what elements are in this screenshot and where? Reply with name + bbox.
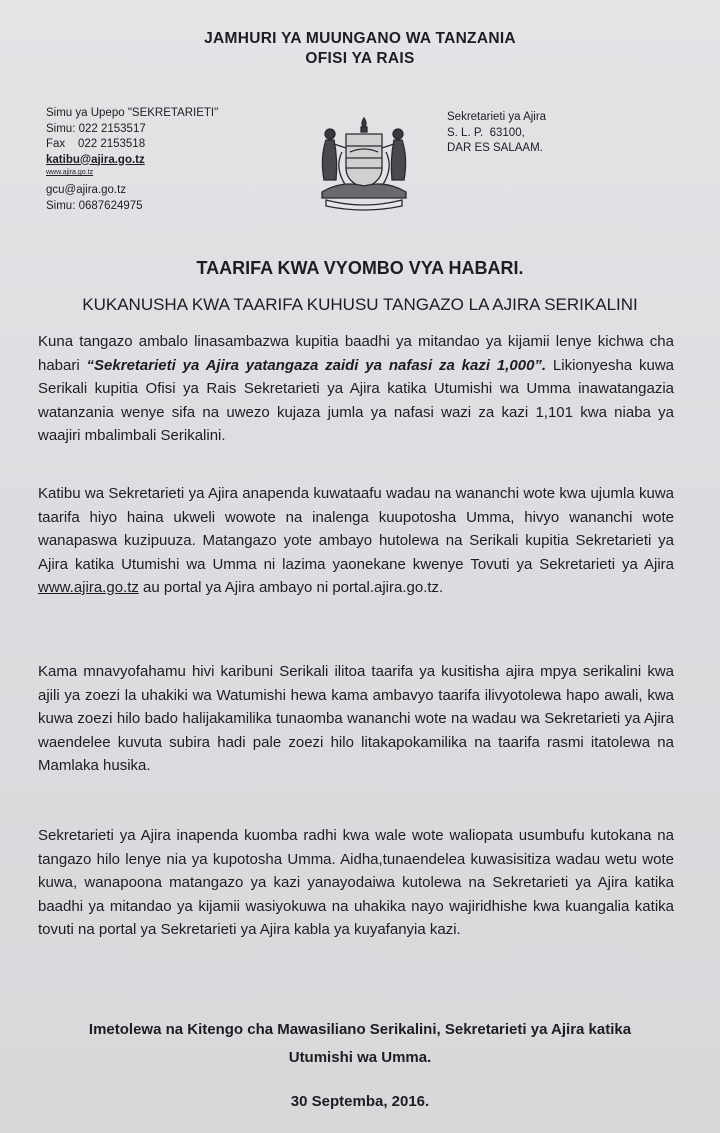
ajira-website-link[interactable]: www.ajira.go.tz [38,579,139,596]
quoted-headline: “Sekretarieti ya Ajira yatangaza zaidi ya nafasi za kazi 1,000”. [86,356,547,374]
header-office: OFISI YA RAIS [305,50,415,67]
website-link[interactable]: www.ajira.go.tz [46,169,94,176]
paragraph-2-rest: au portal ya Ajira ambayo ni portal.ajira.go.tz. [138,579,444,596]
closing-line-1: Imetolewa na Kitengo cha Mawasiliano Serikalini, Sekretarieti ya Ajira katika [88,1021,632,1038]
paragraph-3: Kama mnavyofahamu hivi karibuni Serikali ilitoa taarifa ya kusitisha ajira mpya serikalini kwa ajili ya zoezi la uhakiki wa Watumishi hewa kama ambavyo taarifa ilivyotolewa hapo awali, kwa kuwa zoezi hilo bado halijakamilika tunaomba wananchi wote na wadau wa Sekretarieti ya Ajira waendelee kuvuta subira hadi pale zoezi hilo litakapokamilika na taarifa rasmi itatolewa na Mamlaka husika. [38,663,674,774]
paragraph-2-intro: Katibu wa Sekretarieti ya Ajira anapenda kuwataafu wadau na wananchi wote kwa ujumla kuwa taarifa hiyo haina ukweli wowote na inalenga kuupotosha Umma, hivyo wananchi wote wanapaswa kuzipuuza. Matangazo yote ambayo hutolewa na Serikali kupitia Sekretarieti ya Ajira katika Utumishi wa Umma ni lazima yaonekane kwenye Tovuti ya Sekretarieti ya Ajira [38,485,674,573]
paragraph-1-intro: Kuna tangazo ambalo linasambazwa kupitia baadhi ya mitandao ya kijamii lenye kichwa cha habari [38,333,674,374]
paragraph-1 [38,330,674,448]
email-secondary: gcu@ajira.go.tz [46,184,127,196]
closing-statement [0,1016,720,1072]
phone-number: Simu: 022 2153517 [46,122,146,135]
press-release-subtitle: KUKANUSHA KWA TAARIFA KUHUSU TANGAZO LA AJIRA SERIKALINI [82,295,638,314]
po-box: S. L. P. 63100, [447,126,525,139]
press-release-title: TAARIFA KWA VYOMBO VYA HABARI. [196,258,524,278]
email-link[interactable]: katibu@ajira.go.tz [46,153,145,166]
telegram-address: Simu ya Upepo "SEKRETARIETI" [46,107,219,119]
paragraph-2 [38,482,674,600]
coat-of-arms-icon [312,112,416,212]
header-republic: JAMHURI YA MUUNGANO WA TANZANIA [204,30,516,47]
paragraph-1-rest: Likionyesha kuwa Serikali kupitia Ofisi ya Rais Sekretarieti ya Ajira katika Utumishi wa Umma inawatangazia watanzania wenye sifa na uwezo kujaza jumla ya nafasi wazi za kazi 1,101 kwa niaba ya waajiri mbalimbali Serikalini. [38,356,674,444]
phone-secondary: Simu: 0687624975 [46,199,143,212]
contact-left-block [46,106,218,214]
office-name: Sekretarieti ya Ajira [447,111,547,123]
closing-line-2: Utumishi wa Umma. [288,1049,432,1066]
fax-number: Fax 022 2153518 [46,138,146,150]
release-date: 30 Septemba, 2016. [290,1093,430,1110]
city: DAR ES SALAAM. [447,142,543,154]
paragraph-4: Sekretarieti ya Ajira inapenda kuomba radhi kwa wale wote waliopata usumbufu kutokana na tangazo hilo lenye nia ya kupotosha Umma. Aidha,tunaendelea kuwasisitiza wadau wetu wote kuwa, wanapoona matangazo ya kazi yanayodaiwa kutolewa na Sekretarieti ya Ajira katika baadhi ya mitandao ya kijamii wasiyokuwa na uhakika nayo wajiridhishe kwa kuangalia katika tovuti na portal ya Sekretarieti ya Ajira kabla ya kuyafanyia kazi. [38,827,674,938]
contact-right-block [447,110,546,157]
